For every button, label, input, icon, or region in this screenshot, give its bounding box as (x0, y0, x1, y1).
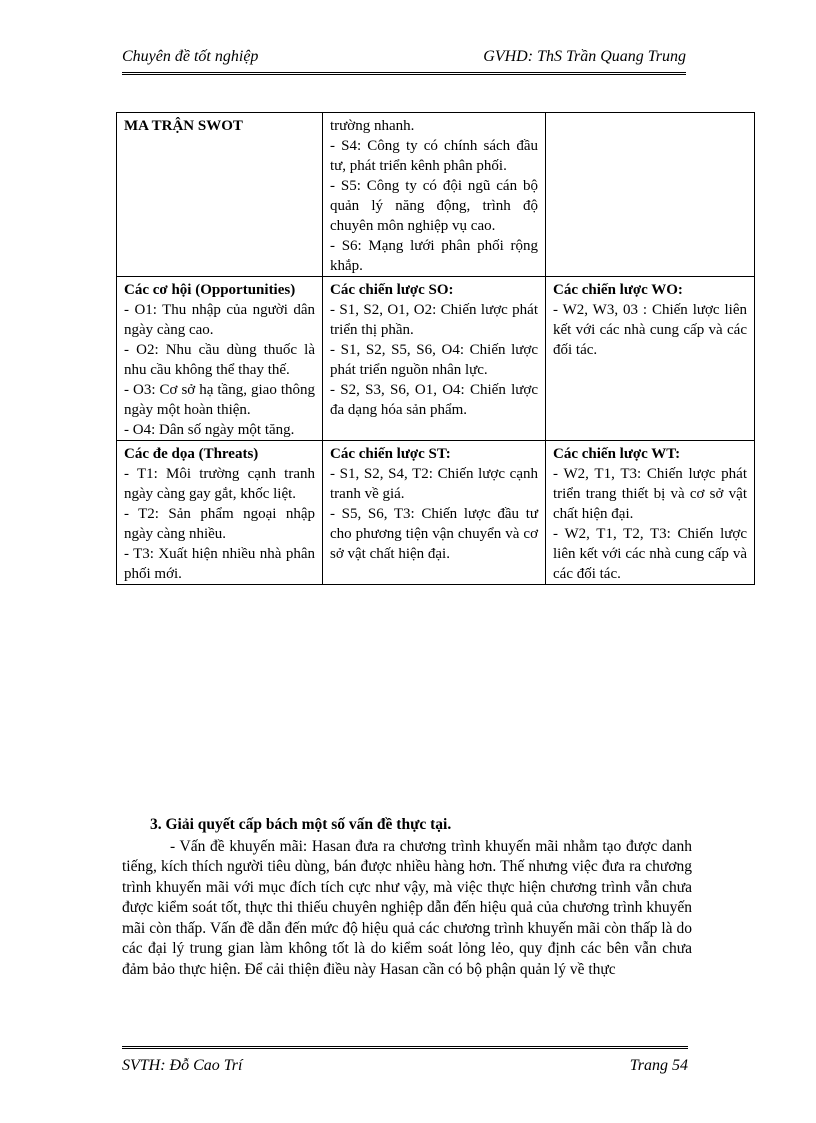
wo-strategies-title: Các chiến lược WO: (553, 282, 683, 298)
table-row (117, 441, 755, 585)
threats-cell (117, 441, 323, 585)
footer-student-name: SVTH: Đỗ Cao Trí (122, 1057, 243, 1074)
header-supervisor: GVHD: ThS Trần Quang Trung (483, 48, 686, 65)
strength-line: - S4: Công ty có chính sách đầu tư, phát triển kênh phân phối. (330, 138, 538, 174)
page-header (122, 48, 686, 75)
header-document-title: Chuyên đề tốt nghiệp (122, 48, 259, 65)
so-strategies-title: Các chiến lược SO: (330, 282, 454, 298)
threat-line: - T2: Sản phẩm ngoại nhập ngày càng nhiều. (124, 506, 315, 542)
opportunity-line: - O4: Dân số ngày một tăng. (124, 422, 295, 438)
threats-title: Các đe dọa (Threats) (124, 446, 259, 462)
so-strategy-line: - S1, S2, S5, S6, O4: Chiến lược phát triển nguồn nhân lực. (330, 342, 538, 378)
footer-page-number: Trang 54 (629, 1057, 688, 1074)
wt-strategies-title: Các chiến lược WT: (553, 446, 681, 462)
st-strategy-line: - S5, S6, T3: Chiến lược đầu tư cho phương tiện vận chuyển và cơ sở vật chất hiện đại. (330, 506, 538, 562)
table-row (117, 277, 755, 441)
strength-line: - S5: Công ty có đội ngũ cán bộ quản lý năng động, trình độ chuyên môn nghiệp vụ cao. (330, 178, 538, 234)
so-strategy-line: - S2, S3, S6, O1, O4: Chiến lược đa dạng hóa sản phẩm. (330, 382, 538, 418)
swot-matrix-title-cell (117, 113, 323, 277)
strength-line: trường nhanh. (330, 118, 415, 134)
opportunity-line: - O3: Cơ sở hạ tầng, giao thông ngày một hoàn thiện. (124, 382, 315, 418)
st-strategy-line: - S1, S2, S4, T2: Chiến lược cạnh tranh về giá. (330, 466, 538, 502)
swot-matrix-table (116, 112, 755, 585)
swot-matrix-title: MA TRẬN SWOT (124, 118, 243, 134)
threat-line: - T1: Môi trường cạnh tranh ngày càng gay gắt, khốc liệt. (124, 466, 315, 502)
wt-strategies-cell (546, 441, 755, 585)
so-strategies-cell (323, 277, 546, 441)
table-row (117, 113, 755, 277)
st-strategies-title: Các chiến lược ST: (330, 446, 451, 462)
page-footer (122, 1046, 688, 1075)
so-strategy-line: - S1, S2, O1, O2: Chiến lược phát triển thị phần. (330, 302, 538, 338)
opportunity-line: - O2: Nhu cầu dùng thuốc là nhu cầu không thể thay thế. (124, 342, 315, 378)
section-urgent-issues (122, 815, 692, 980)
empty-cell (546, 113, 755, 277)
strengths-cell (323, 113, 546, 277)
opportunities-title: Các cơ hội (Opportunities) (124, 282, 296, 298)
wt-strategy-line: - W2, T1, T3: Chiến lược phát triển trang thiết bị và cơ sở vật chất hiện đại. (553, 466, 747, 522)
section-paragraph: - Vấn đề khuyến mãi: Hasan đưa ra chương trình khuyến mãi nhằm tạo được danh tiếng, kích thích người tiêu dùng, bán được nhiều hàng hơn. Thế nhưng việc đưa ra chương trình khuyến mãi với mục đích tích cực như vậy, mà việc thực hiện chương trình vẫn chưa được kiểm soát tốt, thực thi thiếu chuyên nghiệp dẫn đến hiệu quả của chương trình khuyến mãi còn thấp. Vấn đề dẫn đến mức độ hiệu quả các chương trình khuyến mãi còn thấp là do các đại lý trung gian làm không tốt là do kiểm soát lỏng lẻo, quy định các bên vẫn chưa đảm bảo thực hiện. Để cải thiện điều này Hasan cần có bộ phận quản lý về thực (122, 837, 692, 978)
wo-strategies-cell (546, 277, 755, 441)
threat-line: - T3: Xuất hiện nhiều nhà phân phối mới. (124, 546, 315, 582)
opportunity-line: - O1: Thu nhập của người dân ngày càng cao. (124, 302, 315, 338)
section-heading: 3. Giải quyết cấp bách một số vấn đề thực tại. (150, 816, 452, 833)
strength-line: - S6: Mạng lưới phân phối rộng khắp. (330, 238, 538, 274)
st-strategies-cell (323, 441, 546, 585)
wo-strategy-line: - W2, W3, 03 : Chiến lược liên kết với các nhà cung cấp và các đối tác. (553, 302, 747, 358)
opportunities-cell (117, 277, 323, 441)
wt-strategy-line: - W2, T1, T2, T3: Chiến lược liên kết với các nhà cung cấp và các đối tác. (553, 526, 747, 582)
